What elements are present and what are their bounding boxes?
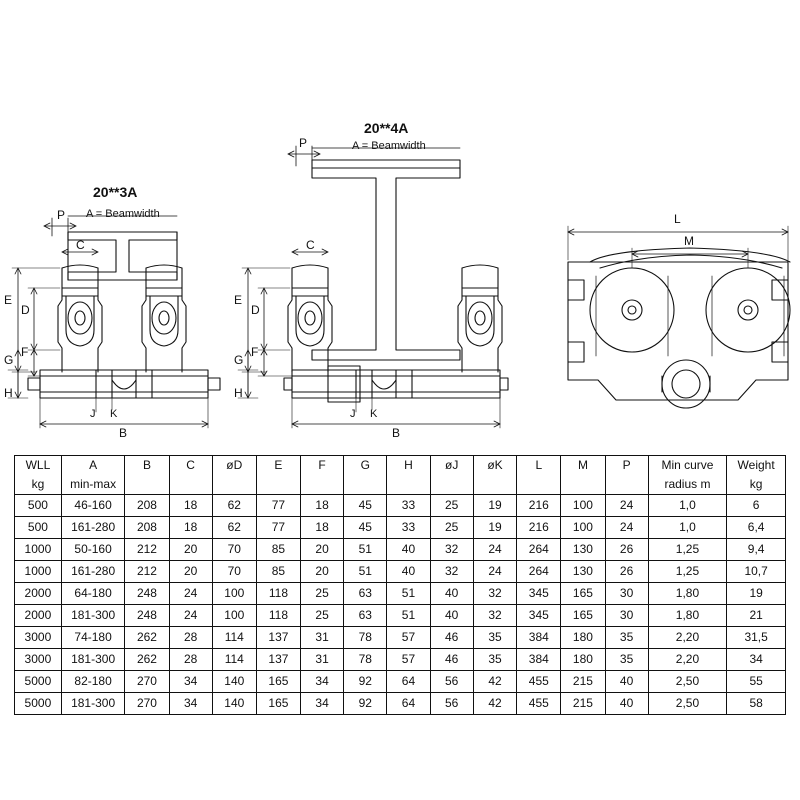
table-cell: 51 — [387, 605, 430, 627]
table-cell: 32 — [473, 605, 516, 627]
table-cell: 384 — [517, 627, 561, 649]
table-cell: 20 — [301, 561, 344, 583]
table-cell: 100 — [561, 495, 605, 517]
unit-e — [256, 475, 300, 495]
table-cell: 46-160 — [61, 495, 125, 517]
th-m: M — [561, 456, 605, 476]
table-row — [15, 605, 786, 627]
table-cell: 455 — [517, 693, 561, 715]
table-cell: 46 — [430, 627, 473, 649]
table-cell: 70 — [212, 561, 256, 583]
table-cell: 45 — [344, 495, 387, 517]
table-cell: 5000 — [15, 671, 62, 693]
unit-c — [169, 475, 212, 495]
table-header-row — [15, 456, 786, 476]
th-b: B — [125, 456, 169, 476]
th-a: A — [61, 456, 125, 476]
table-cell: 24 — [473, 561, 516, 583]
table-cell: 19 — [473, 517, 516, 539]
table-cell: 181-300 — [61, 693, 125, 715]
table-cell: 62 — [212, 517, 256, 539]
table-cell: 32 — [473, 583, 516, 605]
table-cell: 137 — [256, 649, 300, 671]
table-cell: 1000 — [15, 539, 62, 561]
unit-p — [605, 475, 648, 495]
table-cell: 165 — [256, 671, 300, 693]
unit-h — [387, 475, 430, 495]
table-cell: 51 — [387, 583, 430, 605]
table-cell: 24 — [605, 517, 648, 539]
table-cell: 216 — [517, 517, 561, 539]
left-view-beamwidth-label: A = Beamwidth — [86, 208, 160, 220]
table-cell: 77 — [256, 517, 300, 539]
th-p: P — [605, 456, 648, 476]
table-cell: 270 — [125, 693, 169, 715]
table-cell: 140 — [212, 671, 256, 693]
table-cell: 92 — [344, 671, 387, 693]
table-cell: 64-180 — [61, 583, 125, 605]
table-cell: 78 — [344, 627, 387, 649]
table-cell: 2000 — [15, 583, 62, 605]
table-cell: 34 — [727, 649, 786, 671]
middle-dim-G: G — [234, 353, 244, 367]
table-cell: 58 — [727, 693, 786, 715]
middle-view-beamwidth-label: A = Beamwidth — [352, 140, 426, 152]
table-cell: 33 — [387, 495, 430, 517]
left-dim-P: P — [57, 208, 66, 222]
th-g: G — [344, 456, 387, 476]
right-dim-L: L — [674, 212, 681, 226]
table-cell: 21 — [727, 605, 786, 627]
table-cell: 20 — [301, 539, 344, 561]
table-cell: 25 — [430, 495, 473, 517]
table-cell: 1,80 — [648, 583, 727, 605]
table-cell: 9,4 — [727, 539, 786, 561]
table-cell: 345 — [517, 605, 561, 627]
table-cell: 500 — [15, 517, 62, 539]
table-cell: 248 — [125, 605, 169, 627]
middle-dim-E: E — [234, 293, 243, 307]
table-cell: 3000 — [15, 627, 62, 649]
table-cell: 20 — [169, 561, 212, 583]
table-cell: 55 — [727, 671, 786, 693]
table-unit-row — [15, 475, 786, 495]
table-cell: 118 — [256, 583, 300, 605]
table-cell: 34 — [301, 671, 344, 693]
table-cell: 62 — [212, 495, 256, 517]
unit-d — [212, 475, 256, 495]
table-cell: 6 — [727, 495, 786, 517]
table-cell: 208 — [125, 517, 169, 539]
table-cell: 19 — [727, 583, 786, 605]
table-cell: 345 — [517, 583, 561, 605]
table-cell: 500 — [15, 495, 62, 517]
table-cell: 100 — [212, 605, 256, 627]
table-cell: 40 — [605, 671, 648, 693]
table-row — [15, 627, 786, 649]
table-cell: 114 — [212, 627, 256, 649]
table-row — [15, 649, 786, 671]
table-body — [15, 495, 786, 715]
table-cell: 34 — [169, 693, 212, 715]
table-cell: 18 — [301, 517, 344, 539]
table-header — [15, 456, 786, 495]
table-cell: 1,0 — [648, 495, 727, 517]
table-row — [15, 583, 786, 605]
table-cell: 26 — [605, 539, 648, 561]
unit-m — [561, 475, 605, 495]
left-dim-K: K — [110, 408, 118, 420]
unit-min-curve: radius m — [648, 475, 727, 495]
left-dim-B: B — [119, 426, 128, 440]
table-cell: 215 — [561, 671, 605, 693]
th-wll: WLL — [15, 456, 62, 476]
middle-dim-P: P — [299, 136, 308, 150]
table-cell: 40 — [430, 583, 473, 605]
th-min-curve: Min curve — [648, 456, 727, 476]
table-cell: 57 — [387, 649, 430, 671]
table-cell: 181-300 — [61, 649, 125, 671]
table-cell: 181-300 — [61, 605, 125, 627]
table-cell: 31 — [301, 627, 344, 649]
table-cell: 42 — [473, 671, 516, 693]
table-cell: 28 — [169, 627, 212, 649]
table-cell: 78 — [344, 649, 387, 671]
unit-a: min-max — [61, 475, 125, 495]
table-cell: 19 — [473, 495, 516, 517]
table-cell: 248 — [125, 583, 169, 605]
table-row — [15, 693, 786, 715]
table-cell: 208 — [125, 495, 169, 517]
table-cell: 46 — [430, 649, 473, 671]
table-cell: 85 — [256, 539, 300, 561]
th-f: F — [301, 456, 344, 476]
table-cell: 34 — [301, 693, 344, 715]
table-cell: 161-280 — [61, 561, 125, 583]
table-cell: 262 — [125, 627, 169, 649]
table-cell: 26 — [605, 561, 648, 583]
table-cell: 24 — [169, 583, 212, 605]
table-cell: 77 — [256, 495, 300, 517]
middle-view-title: 20**4A — [364, 120, 409, 136]
table-cell: 64 — [387, 693, 430, 715]
table-row — [15, 671, 786, 693]
right-dim-M: M — [684, 234, 694, 248]
table-cell: 1,80 — [648, 605, 727, 627]
table-cell: 25 — [301, 583, 344, 605]
table-cell: 85 — [256, 561, 300, 583]
table-cell: 262 — [125, 649, 169, 671]
middle-dim-C: C — [306, 238, 315, 252]
table-cell: 100 — [561, 517, 605, 539]
table-cell: 2000 — [15, 605, 62, 627]
table-cell: 161-280 — [61, 517, 125, 539]
table-cell: 25 — [301, 605, 344, 627]
unit-k — [473, 475, 516, 495]
table-cell: 30 — [605, 605, 648, 627]
table-cell: 270 — [125, 671, 169, 693]
table-cell: 264 — [517, 539, 561, 561]
unit-wll: kg — [15, 475, 62, 495]
table-row — [15, 539, 786, 561]
table-cell: 5000 — [15, 693, 62, 715]
middle-dim-K: K — [370, 408, 378, 420]
table-cell: 455 — [517, 671, 561, 693]
table-cell: 212 — [125, 561, 169, 583]
table-cell: 2,50 — [648, 671, 727, 693]
table-cell: 40 — [387, 539, 430, 561]
specification-table — [14, 455, 786, 715]
table-cell: 165 — [561, 605, 605, 627]
table-cell: 18 — [301, 495, 344, 517]
table-cell: 82-180 — [61, 671, 125, 693]
table-cell: 45 — [344, 517, 387, 539]
unit-weight: kg — [727, 475, 786, 495]
table-cell: 2,20 — [648, 627, 727, 649]
table-cell: 33 — [387, 517, 430, 539]
table-cell: 32 — [430, 561, 473, 583]
middle-dim-H: H — [234, 386, 243, 400]
table-cell: 56 — [430, 671, 473, 693]
th-j: øJ — [430, 456, 473, 476]
table-cell: 34 — [169, 671, 212, 693]
table-cell: 180 — [561, 627, 605, 649]
table-cell: 63 — [344, 583, 387, 605]
table-cell: 40 — [605, 693, 648, 715]
table-cell: 137 — [256, 627, 300, 649]
left-dim-E: E — [4, 293, 13, 307]
table-cell: 114 — [212, 649, 256, 671]
table-cell: 216 — [517, 495, 561, 517]
middle-dim-D: D — [251, 303, 260, 317]
table-cell: 56 — [430, 693, 473, 715]
table-cell: 140 — [212, 693, 256, 715]
left-dim-G: G — [4, 353, 14, 367]
unit-f — [301, 475, 344, 495]
table-cell: 35 — [605, 649, 648, 671]
table-cell: 165 — [561, 583, 605, 605]
table-cell: 42 — [473, 693, 516, 715]
table-cell: 264 — [517, 561, 561, 583]
table-cell: 40 — [430, 605, 473, 627]
table-cell: 20 — [169, 539, 212, 561]
table-cell: 2,50 — [648, 693, 727, 715]
table-cell: 6,4 — [727, 517, 786, 539]
table-cell: 40 — [387, 561, 430, 583]
th-e: E — [256, 456, 300, 476]
table-cell: 130 — [561, 561, 605, 583]
table-cell: 18 — [169, 517, 212, 539]
table-cell: 92 — [344, 693, 387, 715]
unit-g — [344, 475, 387, 495]
table-cell: 57 — [387, 627, 430, 649]
table-cell: 35 — [473, 649, 516, 671]
table-cell: 28 — [169, 649, 212, 671]
table-cell: 70 — [212, 539, 256, 561]
table-cell: 215 — [561, 693, 605, 715]
table-cell: 24 — [605, 495, 648, 517]
left-dim-J: J — [90, 408, 96, 420]
table-cell: 18 — [169, 495, 212, 517]
table-cell: 51 — [344, 561, 387, 583]
table-row — [15, 495, 786, 517]
table-cell: 31,5 — [727, 627, 786, 649]
table-row — [15, 517, 786, 539]
left-dim-F: F — [21, 345, 29, 359]
th-h: H — [387, 456, 430, 476]
table-cell: 51 — [344, 539, 387, 561]
table-cell: 35 — [473, 627, 516, 649]
table-cell: 2,20 — [648, 649, 727, 671]
middle-dim-B: B — [392, 426, 401, 440]
th-l: L — [517, 456, 561, 476]
left-dim-C: C — [76, 238, 85, 252]
table-cell: 25 — [430, 517, 473, 539]
table-cell: 130 — [561, 539, 605, 561]
table-cell: 50-160 — [61, 539, 125, 561]
table-cell: 1000 — [15, 561, 62, 583]
table-cell: 100 — [212, 583, 256, 605]
table-cell: 212 — [125, 539, 169, 561]
left-view-title: 20**3A — [93, 184, 138, 200]
th-k: øK — [473, 456, 516, 476]
table-cell: 165 — [256, 693, 300, 715]
table-cell: 30 — [605, 583, 648, 605]
table-cell: 180 — [561, 649, 605, 671]
middle-dim-J: J — [350, 408, 356, 420]
th-c: C — [169, 456, 212, 476]
unit-b — [125, 475, 169, 495]
table-cell: 1,25 — [648, 561, 727, 583]
table-cell: 32 — [430, 539, 473, 561]
table-cell: 31 — [301, 649, 344, 671]
table-cell: 1,25 — [648, 539, 727, 561]
table-cell: 74-180 — [61, 627, 125, 649]
table-cell: 118 — [256, 605, 300, 627]
table-cell: 1,0 — [648, 517, 727, 539]
unit-l — [517, 475, 561, 495]
table-cell: 10,7 — [727, 561, 786, 583]
table-cell: 3000 — [15, 649, 62, 671]
table-cell: 64 — [387, 671, 430, 693]
table-cell: 24 — [473, 539, 516, 561]
left-dim-H: H — [4, 386, 13, 400]
th-weight: Weight — [727, 456, 786, 476]
table-row — [15, 561, 786, 583]
left-dim-D: D — [21, 303, 30, 317]
th-d: øD — [212, 456, 256, 476]
middle-dim-F: F — [251, 345, 259, 359]
unit-j — [430, 475, 473, 495]
table-cell: 35 — [605, 627, 648, 649]
table-cell: 63 — [344, 605, 387, 627]
table-cell: 384 — [517, 649, 561, 671]
table-cell: 24 — [169, 605, 212, 627]
